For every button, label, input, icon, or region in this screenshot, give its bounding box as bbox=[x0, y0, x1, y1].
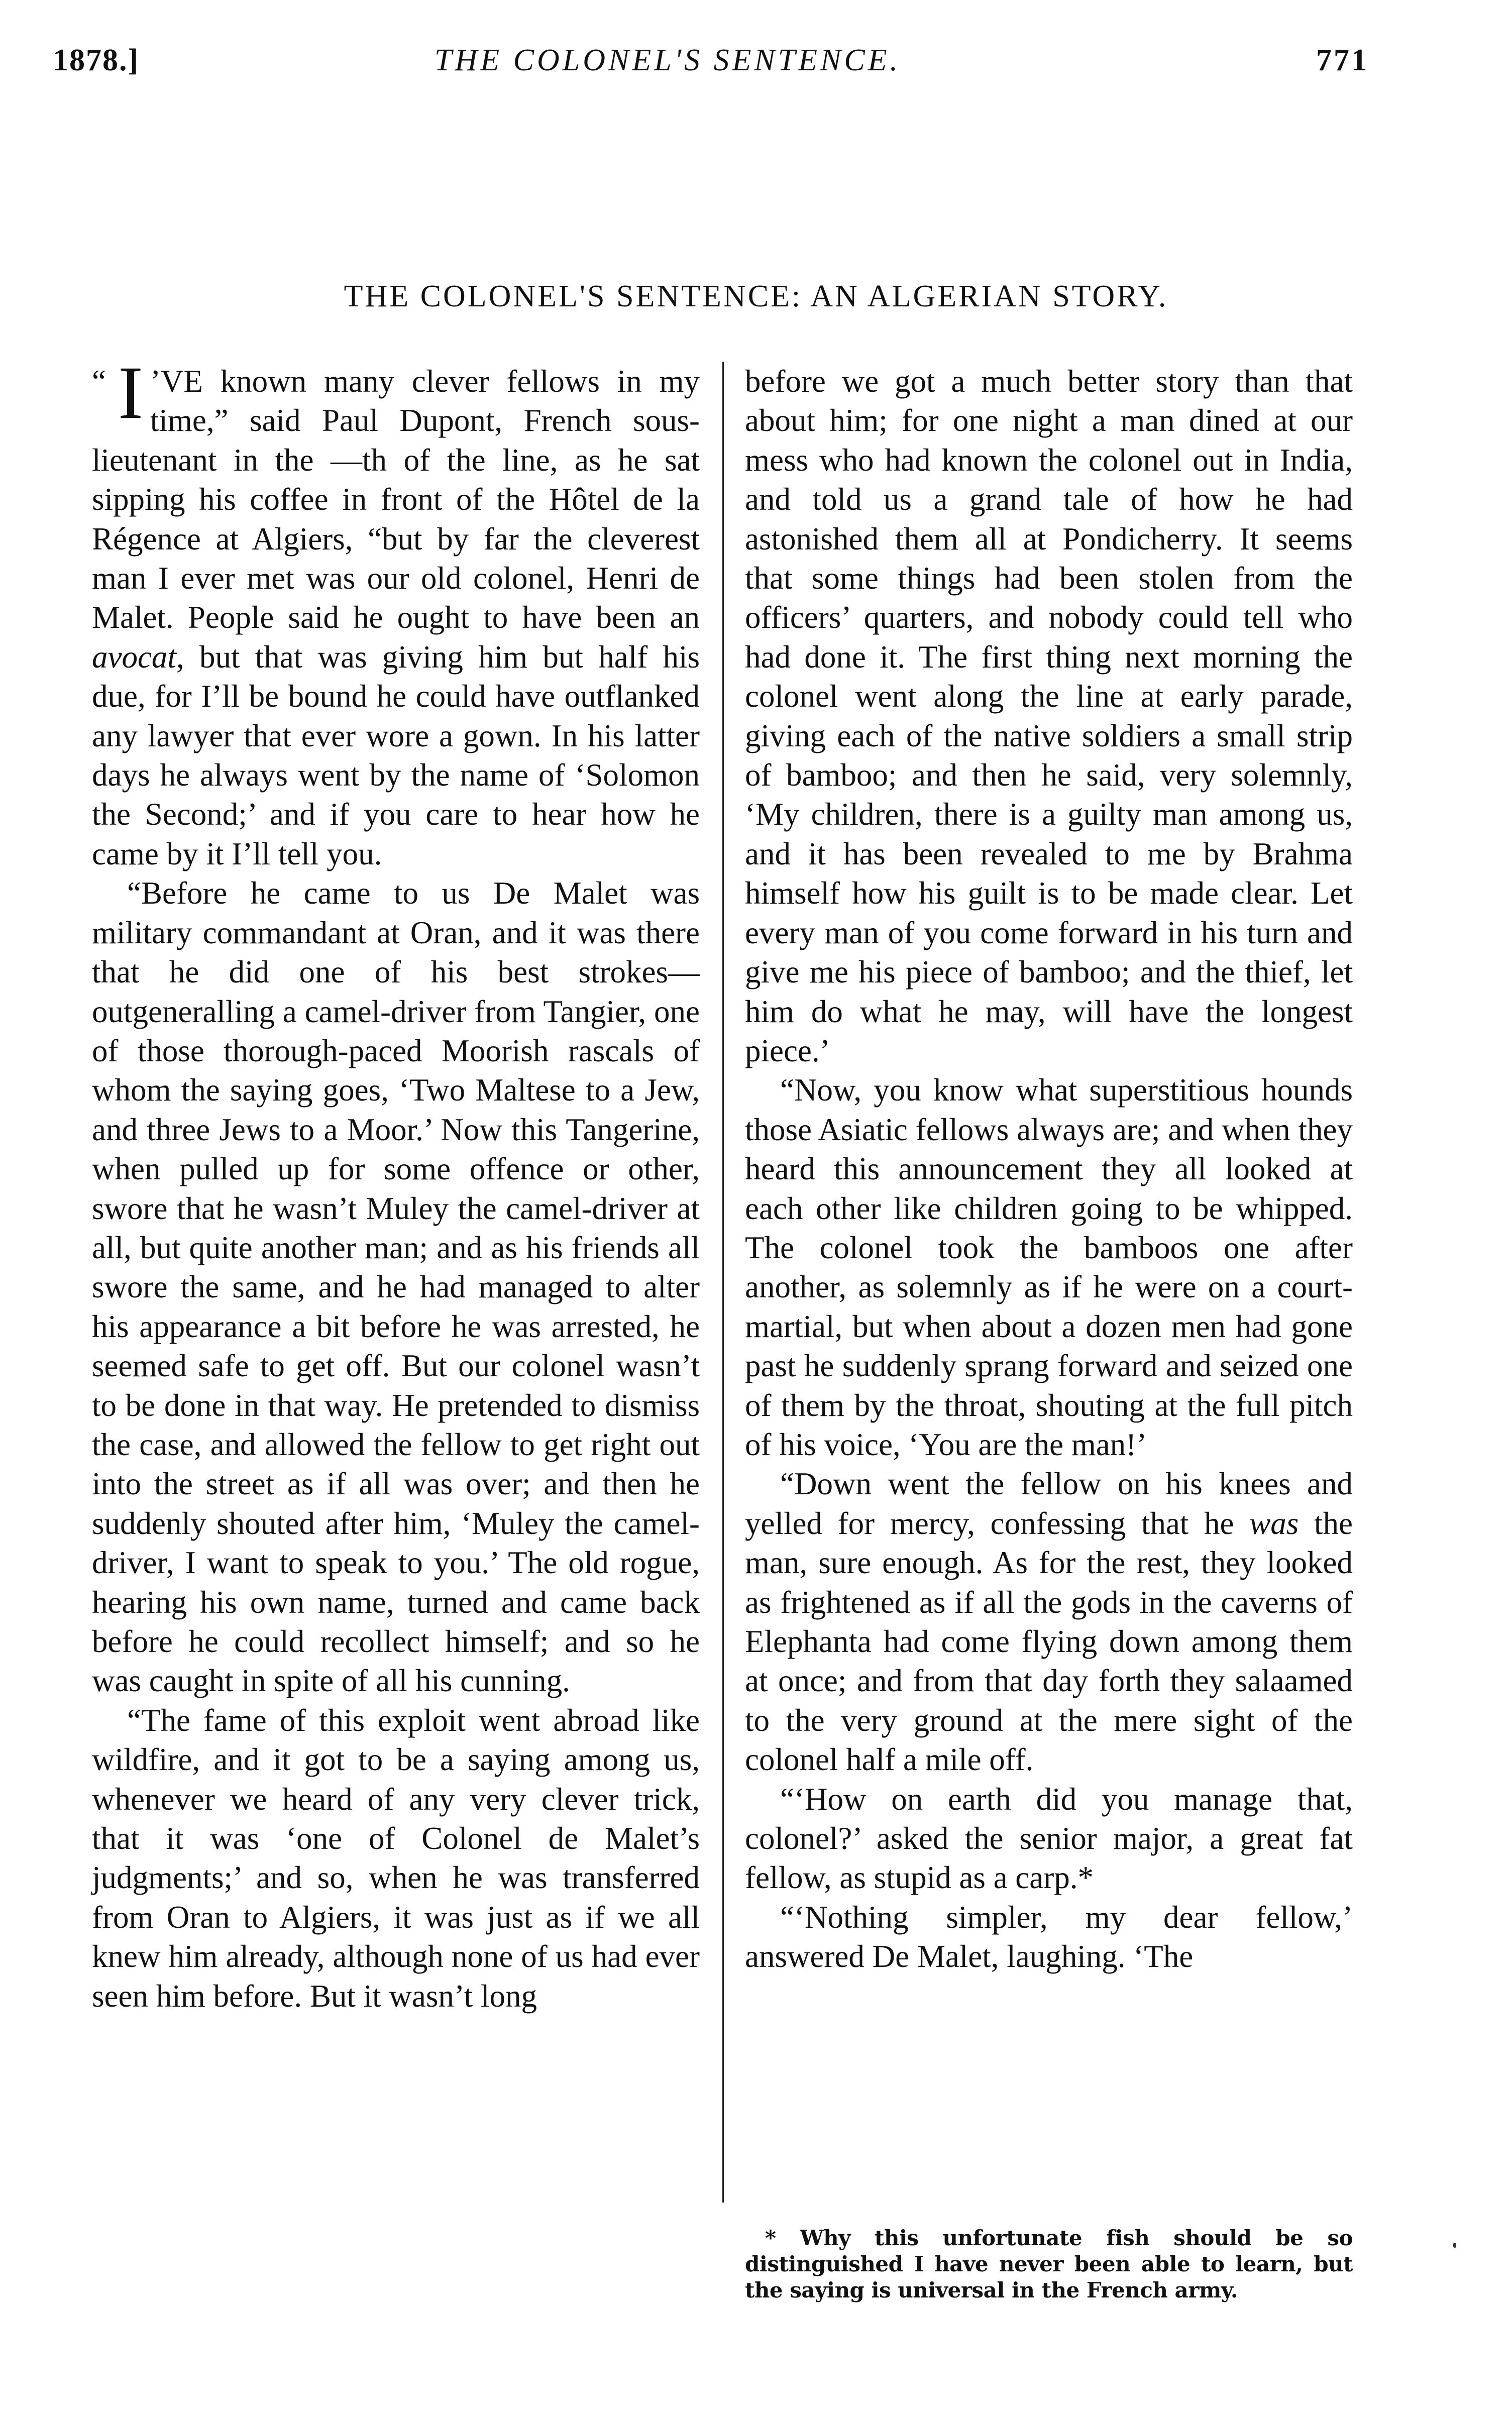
left-column bbox=[92, 351, 700, 2016]
running-head bbox=[53, 40, 1429, 80]
right-column bbox=[745, 362, 1353, 1977]
issue-year: 1878.] bbox=[53, 43, 140, 77]
footnote-text: * Why this unfortunate fish should be so distinguished I have never been able to learn, but the saying is universal in the French army. bbox=[745, 2226, 1353, 2302]
column-divider bbox=[722, 362, 724, 2203]
paragraph bbox=[745, 1464, 1353, 1779]
footnote bbox=[745, 2225, 1353, 2303]
running-title: THE COLONEL'S SENTENCE. bbox=[435, 43, 901, 77]
continued-paragraph: before we got a much better story than that about him; for one night a man dined at our mess who had known the colonel out in India, and told us a grand tale of how he had astonished them all at Pondicherry. It seems that some things had been stolen from the officers’ quarters, and nobody could tell who had done it. The first thing next morning the colonel went along the line at early parade, giving each of the native soldiers a small strip of bamboo; and then he said, very solemnly, ‘My children, there is a guilty man among us, and it has been revealed to me by Brahma himself how his guilt is to be made clear. Let every man of you come forward in his turn and give me his piece of bamboo; and the thief, let him do what he may, will have the longest piece.’ bbox=[745, 364, 1353, 1068]
paragraph: “‘How on earth did you manage that, colonel?’ asked the senior major, a great fat fellow, as stupid as a carp.* bbox=[745, 1781, 1353, 1896]
opening-quote-mark: “ bbox=[92, 364, 106, 399]
article-title: THE COLONEL'S SENTENCE: AN ALGERIAN STORY. bbox=[344, 279, 1168, 313]
print-speck bbox=[1453, 2243, 1456, 2248]
italic-word-avocat: avocat bbox=[92, 639, 176, 675]
italic-word-was: was bbox=[1249, 1505, 1299, 1541]
page-number: 771 bbox=[1316, 43, 1369, 77]
opening-paragraph bbox=[92, 351, 700, 873]
paragraph: “Now, you know what superstitious hounds those Asiatic fellows always are; and when they heard this announcement they all looked at each other like children going to be whipped. The colonel took the bamboos one after another, as solemnly as if he were on a court-martial, but when about a dozen men had gone past he suddenly sprang forward and seized one of them by the throat, shouting at the full pitch of his voice, ‘You are the man!’ bbox=[745, 1072, 1353, 1462]
paragraph-text: the man, sure enough. As for the rest, they looked as frightened as if all the gods in the caverns of Elephanta had come flying down among them at once; and from that day forth they salaamed to the very ground at the mere sight of the colonel half a mile off. bbox=[745, 1505, 1353, 1778]
paragraph-text: “Down went the fellow on his knees and yelled for mercy, confessing that he bbox=[745, 1466, 1353, 1541]
paragraph: “‘Nothing simpler, my dear fellow,’ answered De Malet, laughing. ‘The bbox=[745, 1899, 1353, 1974]
paragraph: “The fame of this exploit went abroad like wildfire, and it got to be a saying among us, whenever we heard of any very clever trick, that it was ‘one of Colonel de Malet’s judgments;’ and so, when he was transferred from Oran to Algiers, it was just as if we all knew him already, although none of us had ever seen him before. But it wasn’t long bbox=[92, 1702, 700, 2014]
paragraph: “Before he came to us De Malet was military commandant at Oran, and it was there that he did one of his best strokes—outgeneralling a camel-driver from Tangier, one of those thorough-paced Moorish rascals of whom the saying goes, ‘Two Maltese to a Jew, and three Jews to a Moor.’ Now this Tangerine, when pulled up for some offence or other, swore that he wasn’t Muley the camel-driver at all, but quite another man; and as his friends all swore the same, and he had managed to alter his appearance a bit before he was arrested, he seemed safe to get off. But our colonel wasn’t to be done in that way. He pretended to dismiss the case, and allowed the fellow to get right out into the street as if all was over; and then he suddenly shouted after him, ‘Muley the camel-driver, I want to speak to you.’ The old rogue, hearing his own name, turned and came back before he could recollect himself; and so he was caught in spite of all his cunning. bbox=[92, 875, 700, 1699]
drop-cap: I bbox=[118, 351, 143, 434]
paragraph-text: , but that was giving him but half his due, for I’ll be bound he could have outflanked any lawyer that ever wore a gown. In his latter days he always went by the name of ‘Solomon the Second;’ and if you care to hear how he came by it I’ll tell you. bbox=[92, 639, 700, 871]
paragraph-text: ’VE known many clever fellows in my time,” said Paul Dupont, French sous-lieutenant in the —th of the line, as he sat sipping his coffee in front of the Hôtel de la Régence at Algiers, “but by far the cleverest man I ever met was our old colonel, Henri de Malet. People said he ought to have been an bbox=[92, 364, 700, 635]
